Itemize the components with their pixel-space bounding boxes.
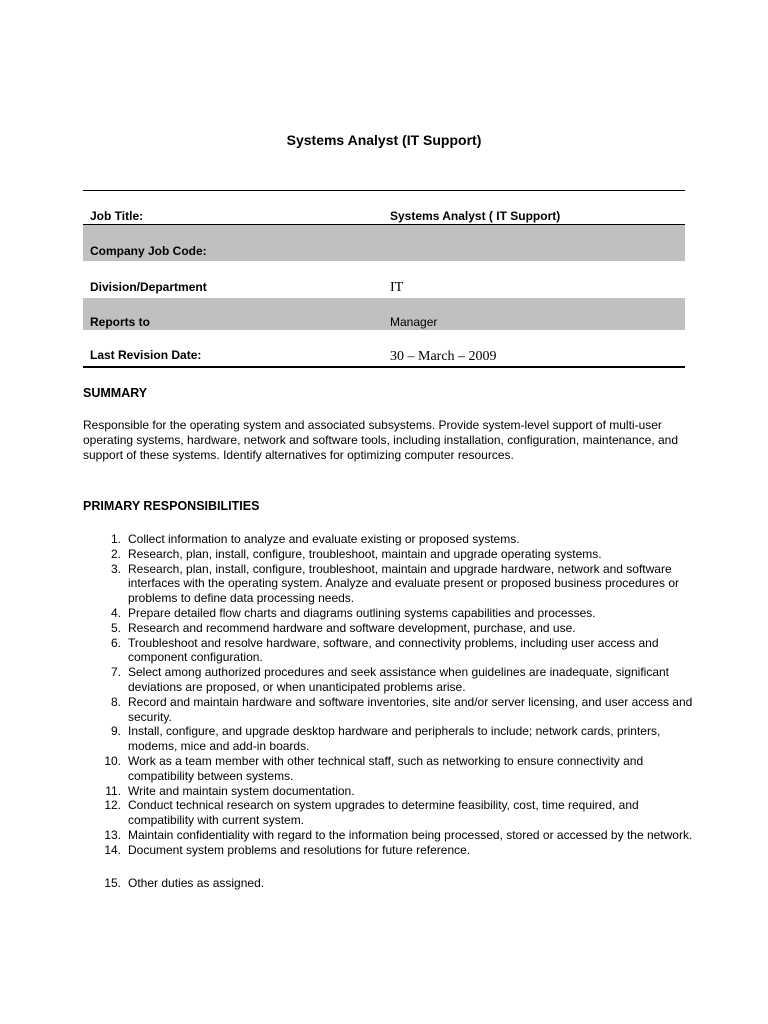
division-value: IT (390, 280, 404, 295)
list-item-text: Research, plan, install, configure, troubleshoot, maintain and upgrade hardware, network and software interfaces with the operating system. Analyze and evaluate present or proposed business procedures or problems to define data processing needs. (128, 561, 679, 606)
last-revision-label: Last Revision Date: (90, 348, 202, 362)
responsibilities-list (83, 532, 693, 890)
list-item-number: 2. (110, 546, 121, 561)
table-row-reports-to (83, 298, 685, 330)
list-item-number: 4. (110, 605, 121, 620)
table-bottom-rule (83, 366, 685, 368)
list-item (83, 724, 693, 754)
summary-text: Responsible for the operating system and associated subsystems. Provide system-level support of multi-user operating systems, hardware, network and software tools, including installation, configuration, maintenance, and support of these systems. Identify alternatives for optimizing computer resources. (83, 418, 679, 462)
list-item-text: Collect information to analyze and evaluate existing or proposed systems. (128, 532, 520, 546)
list-item (83, 665, 693, 695)
list-item-number: 11. (105, 783, 121, 798)
list-item-text: Other duties as assigned. (128, 875, 265, 890)
list-item (83, 695, 693, 725)
list-item (83, 547, 693, 562)
list-item (83, 532, 693, 547)
list-item-text: Document system problems and resolutions for future reference. (128, 842, 471, 857)
list-item (83, 636, 693, 666)
table-row-company-job-code (83, 225, 685, 261)
summary-heading: SUMMARY (83, 386, 148, 400)
last-revision-value: 30 – March – 2009 (390, 349, 497, 364)
reports-to-label: Reports to (90, 315, 150, 329)
list-item-number: 7. (110, 665, 121, 680)
table-row-division (83, 261, 685, 298)
list-item-number: 1. (110, 532, 121, 546)
list-item-text: Install, configure, and upgrade desktop hardware and peripherals to include; network cards, printers, modems, mice and add-in boards. (128, 724, 661, 754)
table-row-last-revision (83, 330, 685, 366)
list-item-number: 3. (110, 561, 121, 576)
list-item (83, 828, 693, 843)
list-item (83, 562, 693, 606)
list-item-text: Select among authorized procedures and seek assistance when guidelines are inadequate, significant deviations are proposed, or when unanticipated problems arise. (128, 665, 670, 694)
list-item (83, 876, 693, 891)
job-title-value: Systems Analyst ( IT Support) (390, 209, 561, 223)
reports-to-value: Manager (390, 315, 438, 329)
list-item (83, 606, 693, 621)
list-item (83, 754, 693, 784)
list-item-number: 9. (110, 724, 121, 739)
document-title: Systems Analyst (IT Support) (286, 132, 482, 148)
list-item-text: Conduct technical research on system upgrades to determine feasibility, cost, time required, and compatibility with current system. (128, 798, 639, 828)
list-item (83, 621, 693, 636)
job-title-label: Job Title: (90, 209, 144, 223)
responsibilities-heading: PRIMARY RESPONSIBILITIES (83, 499, 260, 513)
table-row-job-title (83, 200, 685, 224)
list-item-number: 6. (110, 635, 121, 650)
list-item-text: Research and recommend hardware and software development, purchase, and use. (128, 620, 576, 635)
list-item-number: 8. (110, 694, 121, 709)
list-item-number: 13. (104, 827, 121, 842)
list-item-text: Write and maintain system documentation. (128, 783, 355, 798)
division-label: Division/Department (90, 280, 207, 294)
list-item-number: 5. (110, 620, 121, 635)
table-top-rule (83, 190, 685, 191)
list-item-text: Prepare detailed flow charts and diagrams outlining systems capabilities and processes. (128, 605, 596, 620)
list-item (83, 798, 693, 828)
list-item-text: Troubleshoot and resolve hardware, software, and connectivity problems, including user access and component configuration. (128, 635, 659, 665)
list-item-number: 12. (104, 798, 121, 813)
list-item-number: 10. (104, 753, 121, 768)
list-item-text: Work as a team member with other technical staff, such as networking to ensure connectivity and compatibility between systems. (128, 753, 644, 783)
list-item (83, 784, 693, 799)
list-item-text: Maintain confidentiality with regard to the information being processed, stored or accessed by the network. (128, 827, 693, 842)
list-item-text: Record and maintain hardware and software inventories, site and/or server licensing, and user access and security. (128, 694, 693, 724)
company-job-code-label: Company Job Code: (90, 244, 207, 258)
list-item-number: 15. (104, 875, 121, 890)
list-item-text: Research, plan, install, configure, troubleshoot, maintain and upgrade operating systems. (128, 546, 602, 561)
list-item-number: 14. (104, 842, 121, 857)
list-item (83, 843, 693, 858)
